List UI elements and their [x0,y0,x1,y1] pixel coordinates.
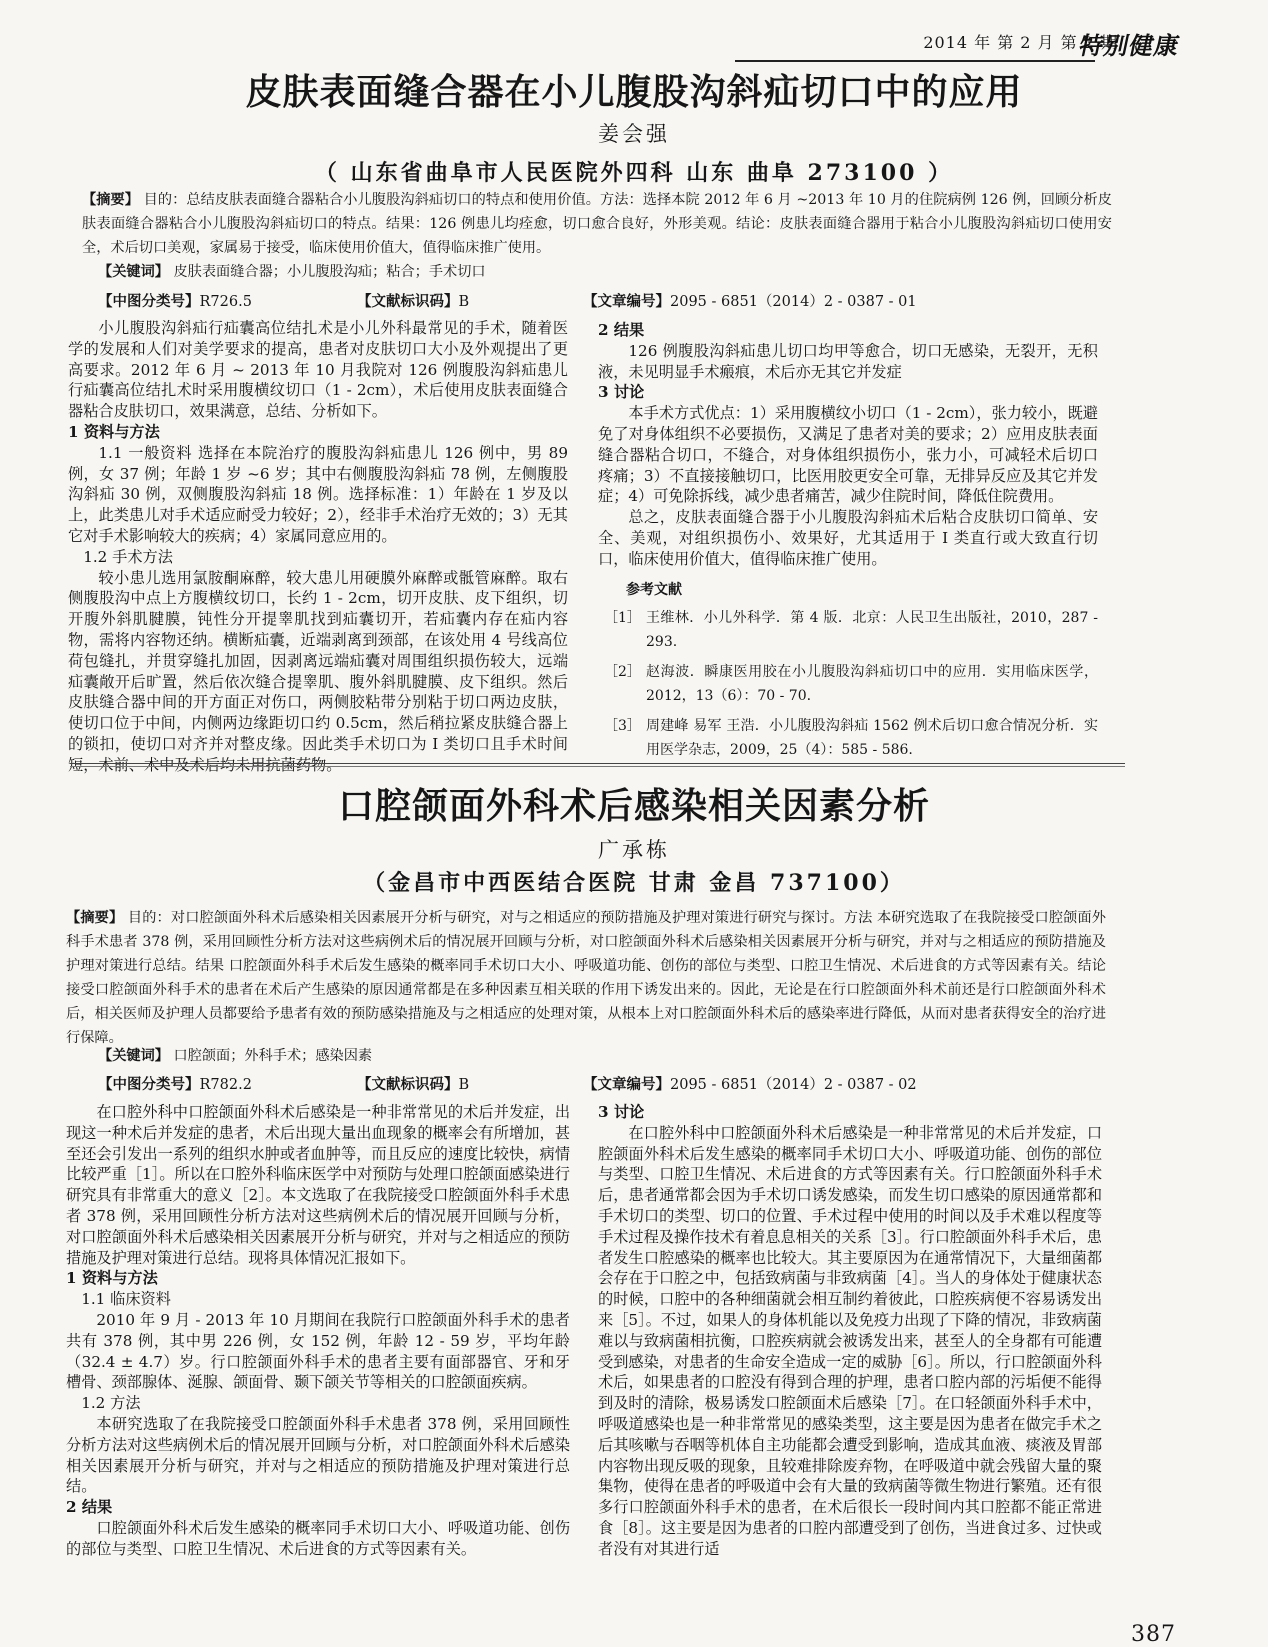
article-no-field: 【文章编号】2095 - 6851（2014）2 - 0387 - 01 [583,293,917,310]
reference-item [598,660,1098,708]
abstract-text: 目的：总结皮肤表面缝合器粘合小儿腹股沟斜疝切口的特点和使用价值。方法：选择本院 2012 年 6 月 ~2013 年 10 月的住院病例 126 例，回顾分析皮肤表面缝合器粘合小儿腹股沟斜疝切口的特点。结果：126 例患儿均痊愈，切口愈合良好，外形美观。结论：皮肤表面缝合器用于粘合小儿腹股沟斜疝切口使用安全，术后切口美观，家属易于接受，临床使用价值大，值得临床推广使用。 [82,192,1112,256]
section-heading: 1.2 方法 [81,1394,141,1413]
abstract-label: 【摘要】 [66,910,124,926]
paragraph: 较小患儿选用氯胺酮麻醉，较大患儿用硬膜外麻醉或骶管麻醉。取右侧腹股沟中点上方腹横纹切口，长约 1 - 2cm，切开皮肤、皮下组织，切开腹外斜肌腱膜，钝性分开提睾肌找到疝囊切开，若疝囊内存在疝内容物，需将内容物还纳。横断疝囊，近端剥离到颈部，在该处用 4 号线高位荷包缝扎，并贯穿缝扎加固，因剥离远端疝囊对周围组织损伤较大，远端疝囊敞开后旷置，然后依次缝合提睾肌、腹外斜肌腱膜、皮下组织。然后皮肤缝合器中间的开方面正对伤口，两侧胶粘带分别粘于切口两边皮肤，使切口位于中间，内侧两边缘距切口约 0.5cm，然后稍拉紧皮肤缝合器上的锁扣，使切口对齐并对整皮缘。因此类手术切口为 I 类切口且手术时间短，术前、术中及术后均未用抗菌药物。 [68,568,568,774]
abstract-text: 目的：对口腔颌面外科术后感染相关因素展开分析与研究，对与之相适应的预防措施及护理对策进行研究与探讨。方法 本研究选取了在我院接受口腔颌面外科手术患者 378 例，采用回顾性分析方法对这些病例术后的情况展开回顾与分析，对口腔颌面外科术后感染相关因素展开分析与研究，并对与之相适应的预防措施及护理对策进行总结。结果 口腔颌面外科手术后发生感染的概率同手术切口大小、呼吸道功能、创伤的部位与类型、口腔卫生情况、术后进食的方式等因素有关。结论 接受口腔颌面外科手术的患者在术后产生感染的原因通常都是在多种因素互相关联的作用下诱发出来的。因此，无论是在行口腔颌面外科术前还是行口腔颌面外科术后，相关医师及护理人员都要给予患者有效的预防感染措施及与之相适应的处理对策，从根本上对口腔颌面外科术后的感染率进行降低，从而对患者获得安全的治疗进行保障。 [66,910,1106,1046]
paragraph: 口腔颌面外科术后发生感染的概率同手术切口大小、呼吸道功能、创伤的部位与类型、口腔卫生情况、术后进食的方式等因素有关。 [66,1518,570,1558]
article1-title: 皮肤表面缝合器在小儿腹股沟斜疝切口中的应用 [245,71,1023,113]
article2-meta [0,1073,1268,1095]
paragraph: 总之，皮肤表面缝合器于小儿腹股沟斜疝术后粘合皮肤切口简单、安全、美观，对组织损伤小、效果好，尤其适用于 I 类直行或大致直行切口，临床使用价值大，值得临床推广使用。 [598,508,1098,568]
reference-text: 周建峰 易军 王浩．小儿腹股沟斜疝 1562 例术后切口愈合情况分析．实用医学杂志，2009，25（4）：585 - 586. [646,718,1098,759]
section-heading: 1 资料与方法 [68,422,160,441]
paragraph: 1.1 一般资料 选择在本院治疗的腹股沟斜疝患儿 126 例中，男 89 例，女 37 例；年龄 1 岁 ~6 岁；其中右侧腹股沟斜疝 78 例，左侧腹股沟斜疝 30 例，双侧腹股沟斜疝 18 例。选择标准：1）年龄在 1 岁及以上，此类患儿对手术适应耐受力较好；2），经非手术治疗无效的；3）无其它对手术影响较大的疾病；4）家属同意应用的。 [68,443,568,545]
keywords-label: 【关键词】 [98,264,169,280]
article2-abstract [66,906,1106,1050]
section-heading: 3 讨论 [598,1103,645,1121]
article2-author: 广承栋 [598,838,670,862]
section-heading: 1.2 手术方法 [83,547,173,566]
reference-text: 王维林．小儿外科学．第 4 版．北京：人民卫生出版社，2010，287 - 293. [646,610,1098,651]
reference-item [598,606,1098,654]
keywords-label: 【关键词】 [98,1048,169,1064]
paragraph: 小儿腹股沟斜疝行疝囊高位结扎术是小儿外科最常见的手术，随着医学的发展和人们对美学要求的提高，患者对皮肤切口大小及外观提出了更高要求。2012 年 6 月 ~ 2013 年 10 月我院对 126 例腹股沟斜疝患儿行疝囊高位结扎术时采用腹横纹切口（1 - 2cm），术后使用皮肤表面缝合器粘合皮肤切口，效果满意，总结、分析如下。 [68,319,568,421]
article1-author: 姜会强 [598,122,670,146]
article1-meta [0,290,1268,312]
section-heading: 2 结果 [598,321,645,339]
article-separator [70,763,1125,764]
article-no-field: 【文章编号】2095 - 6851（2014）2 - 0387 - 02 [583,1076,917,1093]
article2-affiliation: （金昌市中西医结合医院 甘肃 金昌 737100） [363,870,905,896]
keywords-text: 口腔颌面；外科手术；感染因素 [173,1048,373,1064]
clc-field: 【中图分类号】R726.5 [98,293,252,310]
reference-text: 赵海波．瞬康医用胶在小儿腹股沟斜疝切口中的应用．实用临床医学，2012，13（6）：70 - 70. [646,664,1098,705]
section-heading: 1 资料与方法 [66,1269,158,1288]
article1-right-column [598,320,1098,768]
keywords-text: 皮肤表面缝合器；小儿腹股沟疝；粘合；手术切口 [173,264,486,280]
article2-left-column [66,1102,570,1560]
abstract-label: 【摘要】 [82,192,140,208]
paragraph: 2010 年 9 月 - 2013 年 10 月期间在我院行口腔颌面外科手术的患者共有 378 例，其中男 226 例，女 152 例，年龄 12 - 59 岁，平均年龄（32.4 ± 4.7）岁。行口腔颌面外科手术的患者主要有面部器官、牙和牙槽骨、颈部腺体、涎腺、颌面骨、颞下颌关节等相关的口腔颌面疾病。 [66,1310,570,1392]
journal-logo: 特别健康 [1076,32,1183,60]
article-separator-inner [70,766,1125,767]
article2-keywords [98,1044,1098,1068]
article1-abstract [82,188,1112,260]
clc-field: 【中图分类号】R782.2 [98,1076,252,1093]
section-heading: 1.1 临床资料 [81,1290,171,1309]
reference-number: ［1］ [604,610,641,627]
reference-item [598,714,1098,762]
reference-number: ［2］ [604,664,641,681]
article1-keywords [98,260,1098,284]
article2-right-column [598,1102,1102,1560]
references-heading: 参考文献 [626,581,682,598]
section-heading: 2 结果 [66,1498,113,1517]
running-head: 2014 年 第 2 月 第 2 期 [923,33,1118,52]
paragraph: 在口腔外科中口腔颌面外科术后感染是一种非常常见的术后并发症，口腔颌面外科术后发生感染的概率同手术切口大小、呼吸道功能、创伤的部位与类型、口腔卫生情况、术后进食的方式等因素有关。行口腔颌面外科手术后，患者通常都会因为手术切口诱发感染，而发生切口感染的原因通常都和手术切口的类型、切口的位置、手术过程中使用的时间以及手术难以程度等手术过程及操作技术有着息息相关的关系［3］。行口腔颌面外科手术后，患者发生口腔感染的概率也比较大。其主要原因为在通常情况下，大量细菌都会存在于口腔之中，包括致病菌与非致病菌［4］。当人的身体处于健康状态的时候，口腔中的各种细菌就会相互制约着彼此，口腔疾病便不容易诱发出来［5］。不过，如果人的身体机能以及免疫力出现了下降的情况，非致病菌难以与致病菌相抗衡，口腔疾病就会被诱发出来，甚至人的全身都有可能遭受到感染，对患者的生命安全造成一定的威胁［6］。所以，行口腔颌面外科术后，如果患者的口腔没有得到合理的护理，患者口腔内部的污垢便不能得到及时的清除，极易诱发口腔颌面术后感染［7］。在口轻颌面外科手术中，呼吸道感染也是一种非常常见的感染类型，这主要是因为患者在做完手术之后其咳嗽与吞咽等机体自主功能都会遭受到影响，造成其血液、痰液及胃部内容物出现反吸的现象，且较难排除废弃物，在呼吸道中就会残留大量的聚集物，使得在患者的呼吸道中会有大量的致病菌等微生物进行繁殖。还有很多行口腔颌面外科手术的患者，在术后很长一段时间内其口腔都不能正常进食［8］。这主要是因为患者的口腔内部遭受到了创伤，当进食过多、过快或者没有对其进行适 [598,1123,1102,1558]
article1-left-column [68,318,568,776]
paragraph: 本手术方式优点：1）采用腹横纹小切口（1 - 2cm），张力较小，既避免了对身体组织不必要损伤，又满足了患者对美的要求；2）应用皮肤表面缝合器粘合切口，不缝合，对身体组织损伤小，张力小，可减轻术后切口疼痛；3）不直接接触切口，比医用胶更安全可靠，无排异反应及其它并发症；4）可免除拆线，减少患者痛苦，减少住院时间，降低住院费用。 [598,404,1098,506]
article1-affiliation: （ 山东省曲阜市人民医院外四科 山东 曲阜 273100 ） [314,160,954,186]
article2-title: 口腔颌面外科术后感染相关因素分析 [337,785,930,827]
paragraph: 126 例腹股沟斜疝患儿切口均甲等愈合，切口无感染，无裂开，无积液，未见明显手术瘢痕，术后亦无其它并发症 [598,341,1098,381]
page-number: 387 [1131,1622,1176,1647]
paragraph: 在口腔外科中口腔颌面外科术后感染是一种非常常见的术后并发症，出现这一种术后并发症的患者，术后出现大量出血现象的概率会有所增加，甚至还会引发出一系列的组织水肿或者血肿等，而且反应的速度比较快，病情比较严重［1］。所以在口腔外科临床医学中对预防与处理口腔颌面感染进行研究具有非常重大的意义［2］。本文选取了在我院接受口腔颌面外科手术患者 378 例，采用回顾性分析方法对这些病例术后的情况展开回顾与分析，对口腔颌面外科术后感染相关因素展开分析与研究，并对与之相适应的预防措施及护理对策进行总结。现将具体情况汇报如下。 [66,1103,570,1267]
paragraph: 本研究选取了在我院接受口腔颌面外科手术患者 378 例，采用回顾性分析方法对这些病例术后的情况展开回顾与分析，对口腔颌面外科术后感染相关因素展开分析与研究，并对与之相适应的预防措施及护理对策进行总结。 [66,1414,570,1496]
doc-code-field: 【文献标识码】B [357,1076,470,1093]
header-rule [735,60,1095,62]
reference-number: ［3］ [604,718,641,735]
section-heading: 3 讨论 [598,383,645,402]
doc-code-field: 【文献标识码】B [357,293,470,310]
